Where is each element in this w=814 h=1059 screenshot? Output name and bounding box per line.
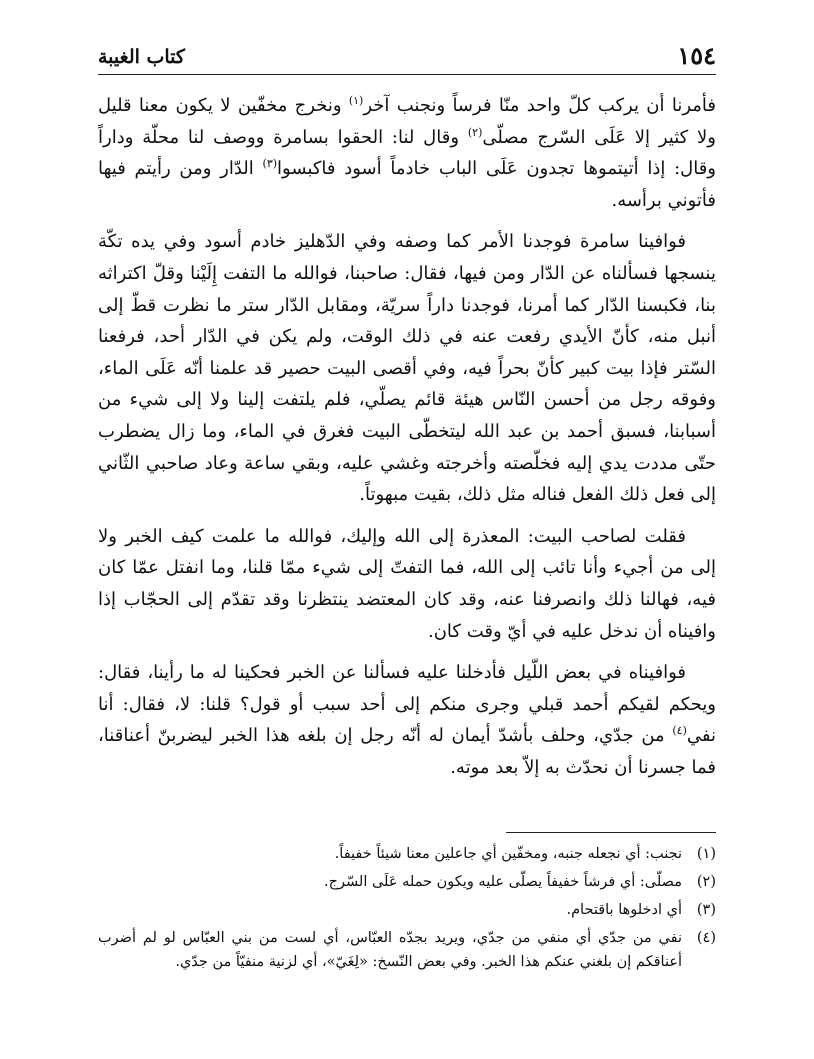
footnote-separator <box>506 832 716 833</box>
running-header <box>98 34 716 75</box>
footnote-number: (٢) <box>696 874 716 890</box>
paragraph-text: فوافيناه في بعض اللّيل فأدخلنا عليه فسألنا عن الخبر فحكينا له ما رأينا، فقال: ويحكم لقيكم أحمد قبلي وجرى منكم إلى أحد سبب أو قول؟ قلنا: لا، فقال: أنا نفي <box>98 662 716 747</box>
footnote-3 <box>98 898 716 922</box>
paragraph-4 <box>98 657 716 783</box>
page-number: ١٥٤ <box>677 41 716 70</box>
footnote-4 <box>98 926 716 974</box>
paragraph-3: فقلت لصاحب البيت: المعذرة إلى الله وإليك، فوالله ما علمت كيف الخبر ولا إلى من أجيء وأنا تائب إلى الله، فما التفتّ إلى شيء ممّا قلنا، وما انفتل عمّا كان فيه، فهالنا ذلك وانصرفنا عنه، وقد كان المعتضد ينتظرنا وقد تقدّم إلى الحجّاب إذا وافيناه أن ندخل عليه في أيّ وقت كان. <box>98 525 716 642</box>
footnote-number: (١) <box>696 846 716 862</box>
footnote-ref-4: (٤) <box>672 724 687 738</box>
paragraph-text: من جدّي، وحلف بأشدّ أيمان له أنّه رجل إن بلغه هذا الخبر ليضربنّ أعناقنا، فما جسرنا أن نحدّث به إلاّ بعد موته. <box>98 725 716 778</box>
paragraph-text: وقال لنا: الحقوا بسامرة ووصف لنا محلّة وداراً وقال: إذا أتيتموها تجدون عَلَى الباب خادماً أسود فاكبسوا <box>98 126 716 180</box>
footnote-ref-2: (٢) <box>467 125 483 139</box>
paragraph-text: فأمرنا أن يركب كلّ واحد منّا فرساً ونجنب آخر <box>363 95 716 116</box>
footnotes <box>98 842 716 978</box>
footnote-text: أي ادخلوها باقتحام. <box>566 902 682 918</box>
footnote-text: مصلّى: أي فرشاً خفيفاً يصلّى عليه ويكون حمله عَلَى السّرج. <box>324 874 682 890</box>
running-title: كتاب الغيبة <box>98 46 185 68</box>
paragraph-text: ونخرج مخفّين لا يكون معنا قليل ولا كثير إلا عَلَى السّرج مصلّى <box>98 95 716 148</box>
paragraph-1 <box>98 90 716 216</box>
footnote-ref-1: (١) <box>348 94 364 107</box>
paragraph-text: الدّار ومن رأيتم فيها فأتوني برأسه. <box>98 158 716 211</box>
footnote-number: (٣) <box>696 902 716 918</box>
footnote-1 <box>98 842 716 866</box>
footnote-text: نجنب: أي نجعله جنبه، ومخفّين أي جاعلين معنا شيئاً خفيفاً. <box>334 846 682 862</box>
footnote-2 <box>98 870 716 894</box>
footnote-number: (٤) <box>696 930 716 946</box>
paragraph-2: فوافينا سامرة فوجدنا الأمر كما وصفه وفي الدّهليز خادم أسود وفي يده تكّة ينسجها فسألناه عن الدّار ومن فيها، فقال: صاحبنا، فوالله ما التفت إِلَيْنا وقلّ اكتراثه بنا، فكبسنا الدّار كما أمرنا، فوجدنا داراً سريّة، ومقابل الدّار ستر ما نظرت قطّ إلى أنبل منه، كأنّ الأيدي رفعت عنه في ذلك الوقت، ولم يكن في الدّار أحد، فرفعنا السّتر فإذا بيت كبير كأنّ بحراً فيه، وفي أقصى البيت حصير قد علمنا أنّه عَلَى الماء، وفوقه رجل من أحسن النّاس هيئة قائم يصلّي، فلم يلتفت إلينا ولا إلى شيء من أسبابنا، فسبق أحمد بن عبد الله ليتخطّى البيت فغرق في الماء، وما زال يضطرب حتّى مددت يدي إليه فخلّصته وأخرجته وغشي عليه، وبقي ساعة وعاد صاحبي الثّاني إلى فعل ذلك الفعل فناله مثل ذلك، بقيت مبهوتاً. <box>98 231 717 506</box>
footnote-text: نفي من جدّي أي منفي من جدّي، ويريد بجدّه العبّاس، أي لست من بني العبّاس لو لم أضرب أعناقكم إن بلغني عنكم هذا الخبر. وفي بعض النّسخ: «لِغَيّ»، أي لزنية منفيّاً من جدّي. <box>98 930 682 970</box>
main-text <box>98 90 716 793</box>
footnote-ref-3: (٣) <box>262 157 278 171</box>
